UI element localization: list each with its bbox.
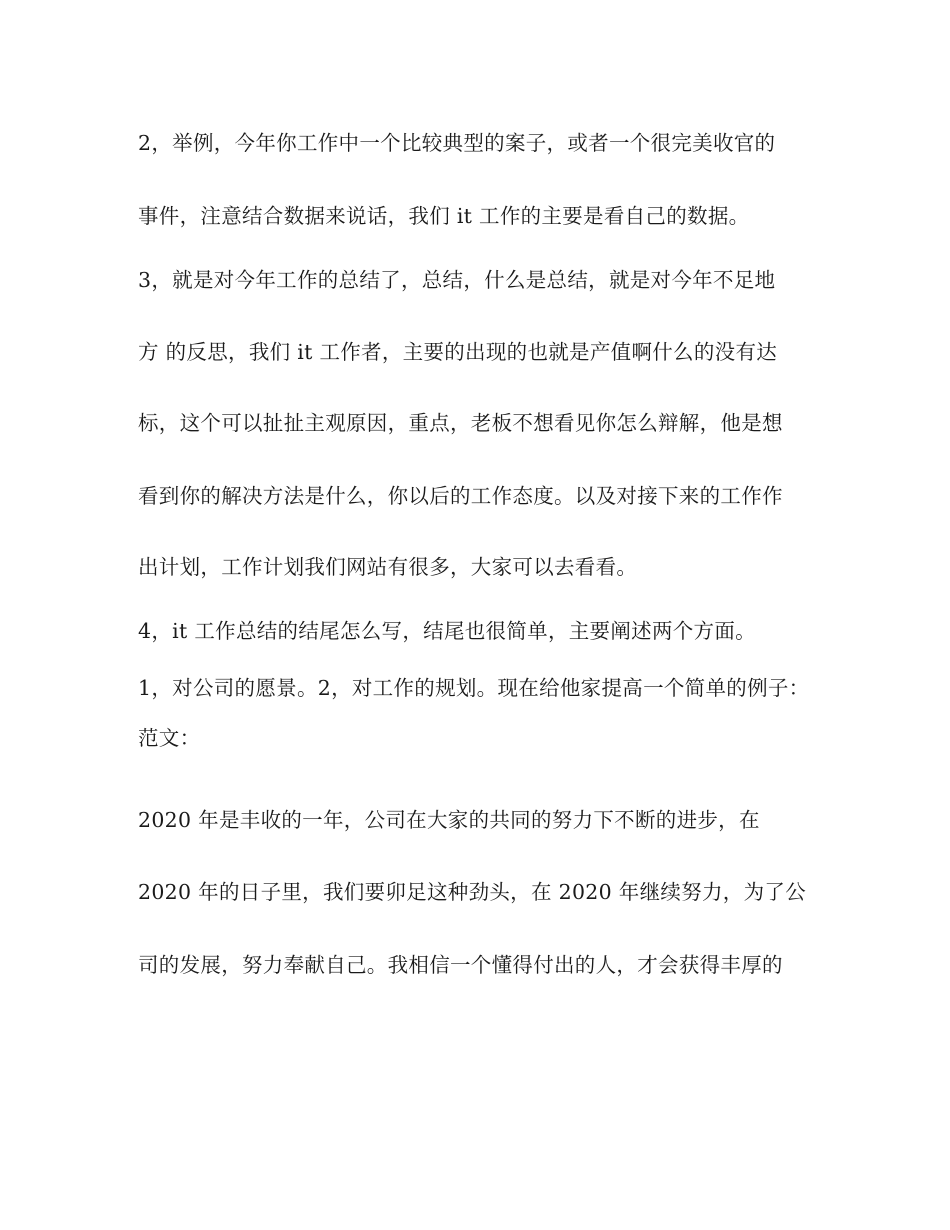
paragraph-line: 2，举例，今年你工作中一个比较典型的案子，或者一个很完美收官的: [138, 131, 776, 155]
paragraph-line: 4，it 工作总结的结尾怎么写，结尾也很简单，主要阐述两个方面。: [138, 619, 756, 643]
paragraph-line: 2020 年的日子里，我们要卯足这种劲头，在 2020 年继续努力，为了公: [138, 880, 806, 904]
paragraph-line: 1，对公司的愿景。2，对工作的规划。现在给他家提高一个简单的例子：: [138, 676, 810, 700]
section-label: 范文：: [138, 726, 201, 750]
paragraph-line: 事件，注意结合数据来说话，我们 it 工作的主要是看自己的数据。: [138, 204, 750, 228]
paragraph-line: 看到你的解决方法是什么，你以后的工作态度。以及对接下来的工作作: [138, 484, 783, 508]
paragraph-line: 出计划，工作计划我们网站有很多，大家可以去看看。: [138, 555, 638, 579]
paragraph-line: 3，就是对今年工作的总结了，总结，什么是总结，就是对今年不足地: [138, 268, 776, 292]
paragraph-line: 标，这个可以扯扯主观原因，重点，老板不想看见你怎么辩解，他是想: [138, 411, 783, 435]
paragraph-line: 司的发展，努力奉献自己。我相信一个懂得付出的人，才会获得丰厚的: [138, 953, 783, 977]
paragraph-line: 2020 年是丰收的一年，公司在大家的共同的努力下不断的进步，在: [138, 808, 760, 832]
paragraph-line: 方 的反思，我们 it 工作者，主要的出现的也就是产值啊什么的没有达: [138, 340, 778, 364]
